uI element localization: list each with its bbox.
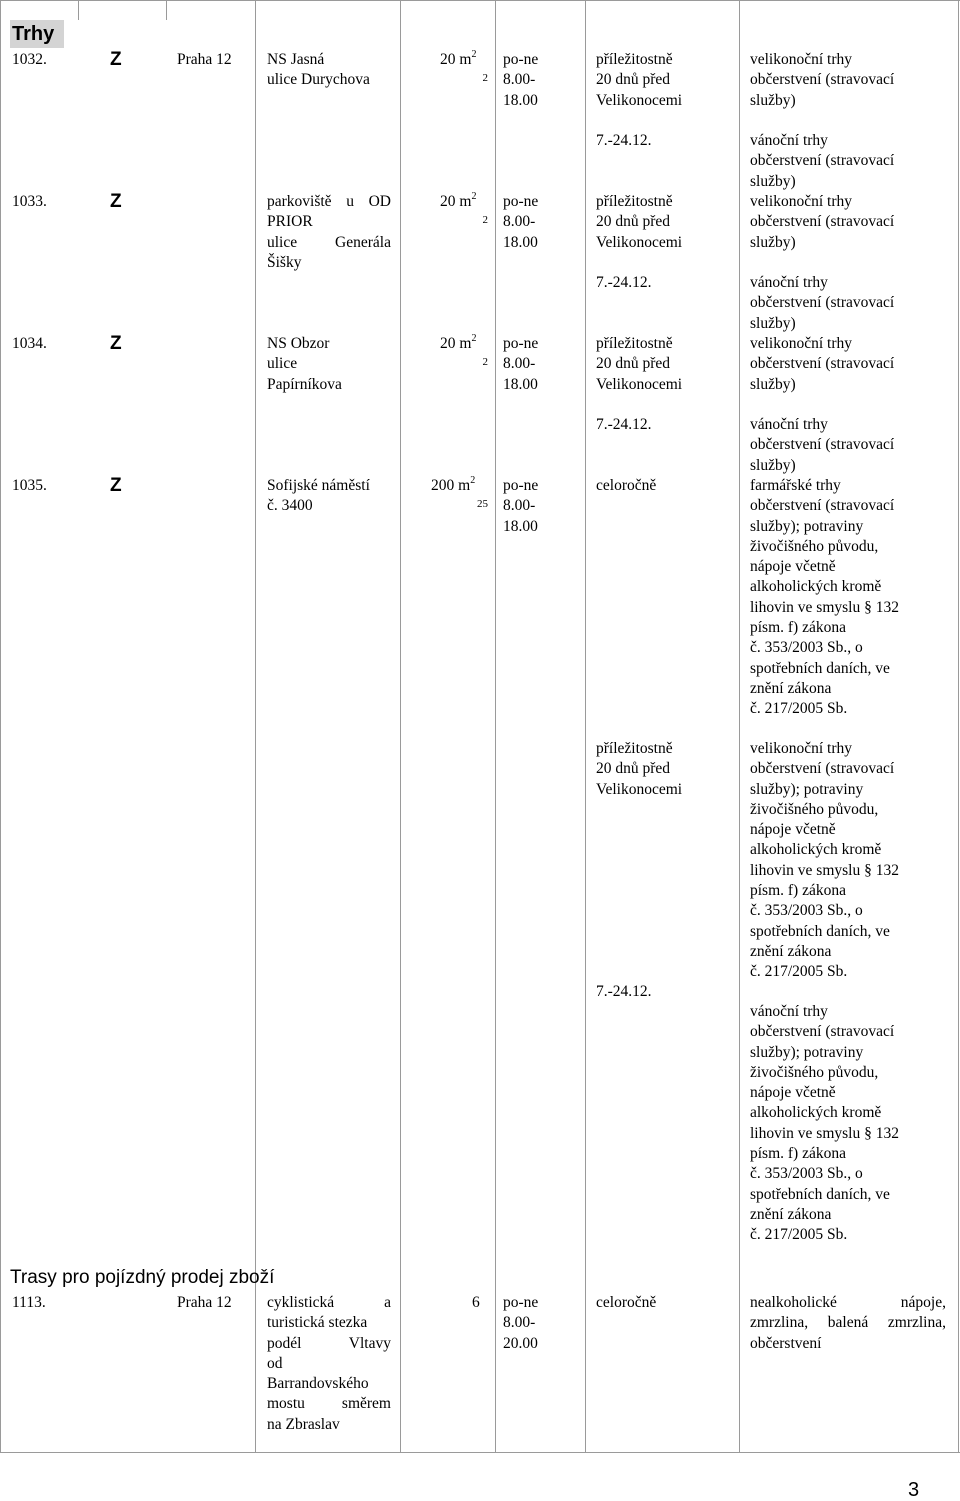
goods	[750, 192, 894, 253]
goods-line: nápoje včetně	[750, 558, 836, 576]
place-line: na Zbraslav	[267, 1415, 340, 1433]
goods-line: lihovin ve smyslu § 132	[750, 1124, 899, 1142]
goods-line: služby); potraviny	[750, 780, 864, 798]
goods-line: farmářské trhy	[750, 477, 841, 494]
stand-count: 6	[472, 1294, 480, 1311]
period: 7.-24.12.	[596, 274, 652, 291]
row-number: 1033.	[12, 193, 47, 210]
goods-line: živočišného původu,	[750, 800, 879, 818]
place-line: PRIOR	[267, 213, 313, 231]
area-value: 20 m	[440, 193, 472, 210]
row-number: 1035.	[12, 477, 47, 494]
goods	[750, 476, 935, 720]
goods-line: vánoční trhy	[750, 274, 828, 291]
goods-line: písm. f) zákona	[750, 1145, 846, 1163]
goods-line: živočišného původu,	[750, 537, 879, 555]
period-line: 20 dnů před	[596, 760, 671, 778]
period	[596, 739, 682, 800]
period: 7.-24.12.	[596, 416, 652, 433]
period-line: příležitostně	[596, 193, 673, 210]
place	[267, 334, 342, 395]
area-unit-sup: 2	[471, 191, 477, 202]
section-title-routes: Trasy pro pojízdný prodej zboží	[10, 1267, 275, 1288]
area	[440, 50, 492, 84]
column-divider	[78, 0, 79, 20]
area-unit-sup: 2	[471, 49, 477, 60]
column-divider	[166, 0, 167, 20]
goods-line: velikonoční trhy	[750, 51, 853, 68]
goods-line: nápoje včetně	[750, 1084, 836, 1102]
goods-line: alkoholických kromě	[750, 1104, 882, 1122]
hours	[503, 476, 538, 537]
period-line: 20 dnů před	[596, 213, 671, 231]
goods-line: nealkoholické nápoje,	[750, 1294, 946, 1311]
hours-line: po-ne	[503, 51, 539, 68]
table-border-bottom	[0, 1452, 960, 1453]
goods-line: občerstvení (stravovací	[750, 436, 895, 454]
row-number: 1032.	[12, 51, 47, 68]
place-line: od	[267, 1354, 283, 1372]
goods-line: občerstvení (stravovací	[750, 760, 895, 778]
goods-line: vánoční trhy	[750, 1003, 828, 1020]
goods-line: občerstvení (stravovací	[750, 213, 895, 231]
section-title-markets: Trhy	[10, 20, 64, 48]
hours-line: 8.00-	[503, 71, 536, 89]
goods-line: služby)	[750, 91, 796, 109]
district: Praha 12	[177, 1294, 232, 1311]
area-value: 200 m	[431, 477, 471, 494]
place-line: parkoviště u OD	[267, 193, 391, 210]
place-line: Sofijské náměstí	[267, 477, 370, 494]
z-mark: Z	[110, 475, 122, 496]
goods	[750, 1002, 935, 1246]
z-mark: Z	[110, 333, 122, 354]
period-line: 20 dnů před	[596, 71, 671, 89]
row-number: 1034.	[12, 335, 47, 352]
goods-line: služby); potraviny	[750, 1043, 864, 1061]
goods-line: služby)	[750, 456, 796, 474]
period	[596, 334, 682, 395]
area-unit-sup: 2	[471, 333, 477, 344]
hours-line: 18.00	[503, 517, 538, 535]
place-line: NS Obzor	[267, 335, 330, 352]
goods-line: alkoholických kromě	[750, 578, 882, 596]
period-line: příležitostně	[596, 51, 673, 68]
goods-line: služby); potraviny	[750, 517, 864, 535]
goods	[750, 273, 894, 334]
area	[440, 334, 492, 368]
goods-line: znění zákona	[750, 1205, 832, 1223]
hours	[503, 192, 538, 253]
district: Praha 12	[177, 51, 232, 68]
goods-line: písm. f) zákona	[750, 882, 846, 900]
hours-line: po-ne	[503, 193, 539, 210]
goods-line: č. 217/2005 Sb.	[750, 700, 848, 718]
hours-line: 8.00-	[503, 497, 536, 515]
goods	[750, 131, 894, 192]
goods-line: č. 217/2005 Sb.	[750, 963, 848, 981]
table-border-top	[0, 0, 960, 1]
period	[596, 192, 682, 253]
area-value: 20 m	[440, 335, 472, 352]
goods-line: služby)	[750, 375, 796, 393]
goods-line: služby)	[750, 172, 796, 190]
goods-line: lihovin ve smyslu § 132	[750, 598, 899, 616]
goods-line: č. 353/2003 Sb., o	[750, 902, 863, 920]
goods-line: občerstvení (stravovací	[750, 355, 895, 373]
goods-line: občerstvení (stravovací	[750, 294, 895, 312]
period: 7.-24.12.	[596, 983, 652, 1000]
goods-line: vánoční trhy	[750, 132, 828, 149]
goods	[750, 50, 894, 111]
goods-line: živočišného původu,	[750, 1063, 879, 1081]
goods-line: vánoční trhy	[750, 416, 828, 433]
goods-line: alkoholických kromě	[750, 841, 882, 859]
place	[267, 1293, 391, 1435]
row-number: 1113.	[12, 1294, 46, 1311]
period-line: Velikonocemi	[596, 780, 683, 798]
place-line: turistická stezka	[267, 1314, 368, 1332]
period: celoročně	[596, 477, 657, 494]
goods-line: č. 353/2003 Sb., o	[750, 1165, 863, 1183]
goods	[750, 334, 894, 395]
area	[431, 476, 492, 510]
stand-count: 2	[482, 214, 488, 227]
goods-line: služby)	[750, 233, 796, 251]
place-line: Papírníkova	[267, 375, 342, 393]
goods	[750, 739, 935, 983]
goods-line: občerstvení (stravovací	[750, 497, 895, 515]
period-line: 20 dnů před	[596, 355, 671, 373]
goods-line: znění zákona	[750, 679, 832, 697]
stand-count: 2	[482, 72, 488, 85]
stand-count: 2	[482, 356, 488, 369]
goods-line: nápoje včetně	[750, 821, 836, 839]
place	[267, 476, 370, 517]
column-divider	[495, 0, 496, 1453]
page-number: 3	[908, 1479, 920, 1501]
column-divider	[255, 0, 256, 1453]
place-line: NS Jasná	[267, 51, 325, 68]
goods-line: velikonoční trhy	[750, 193, 853, 210]
goods-line: písm. f) zákona	[750, 619, 846, 637]
goods-line: č. 353/2003 Sb., o	[750, 639, 863, 657]
z-mark: Z	[110, 49, 122, 70]
goods-line: občerstvení	[750, 1334, 822, 1352]
hours-line: po-ne	[503, 1294, 539, 1311]
hours-line: po-ne	[503, 477, 539, 494]
place-line: č. 3400	[267, 497, 313, 515]
hours-line: 8.00-	[503, 355, 536, 373]
goods-line: spotřebních daních, ve	[750, 922, 890, 940]
period-line: Velikonocemi	[596, 375, 683, 393]
area-value: 20 m	[440, 51, 472, 68]
hours-line: 18.00	[503, 91, 538, 109]
period-line: příležitostně	[596, 740, 673, 757]
goods-line: velikonoční trhy	[750, 740, 853, 757]
hours-line: 20.00	[503, 1334, 538, 1352]
period-line: Velikonocemi	[596, 233, 683, 251]
column-divider	[585, 0, 586, 1453]
column-divider	[0, 0, 1, 1453]
goods-line: lihovin ve smyslu § 132	[750, 861, 899, 879]
goods-line: občerstvení (stravovací	[750, 1023, 895, 1041]
period: 7.-24.12.	[596, 132, 652, 149]
place-line: mostu směrem	[267, 1395, 391, 1413]
goods-line: občerstvení (stravovací	[750, 152, 895, 170]
z-mark: Z	[110, 191, 122, 212]
column-divider	[958, 0, 959, 1453]
area-unit-sup: 2	[470, 475, 476, 486]
goods-line: znění zákona	[750, 942, 832, 960]
hours	[503, 1293, 538, 1354]
goods-line: č. 217/2005 Sb.	[750, 1226, 848, 1244]
area	[440, 192, 492, 226]
hours-line: 18.00	[503, 233, 538, 251]
column-divider	[400, 0, 401, 1453]
goods-line: velikonoční trhy	[750, 335, 853, 352]
hours-line: 18.00	[503, 375, 538, 393]
place-line: ulice	[267, 355, 298, 373]
place-line: cyklistická a	[267, 1294, 391, 1311]
hours-line: 8.00-	[503, 213, 536, 231]
goods	[750, 1293, 946, 1354]
goods-line: zmrzlina, balená zmrzlina,	[750, 1314, 946, 1332]
goods	[750, 415, 894, 476]
period-line: příležitostně	[596, 335, 673, 352]
place-line: ulice Durychova	[267, 71, 370, 89]
place	[267, 192, 391, 273]
period	[596, 50, 682, 111]
hours-line: 8.00-	[503, 1314, 536, 1332]
period: celoročně	[596, 1294, 657, 1311]
hours-line: po-ne	[503, 335, 539, 352]
place	[267, 50, 370, 91]
place-line: Barrandovského	[267, 1375, 369, 1393]
column-divider	[739, 0, 740, 1453]
goods-line: spotřebních daních, ve	[750, 1185, 890, 1203]
period-line: Velikonocemi	[596, 91, 683, 109]
goods-line: spotřebních daních, ve	[750, 659, 890, 677]
stand-count: 25	[477, 498, 488, 511]
hours	[503, 50, 538, 111]
goods-line: občerstvení (stravovací	[750, 71, 895, 89]
place-line: ulice Generála	[267, 233, 391, 251]
place-line: podél Vltavy	[267, 1334, 391, 1352]
goods-line: služby)	[750, 314, 796, 332]
hours	[503, 334, 538, 395]
place-line: Šišky	[267, 253, 302, 271]
